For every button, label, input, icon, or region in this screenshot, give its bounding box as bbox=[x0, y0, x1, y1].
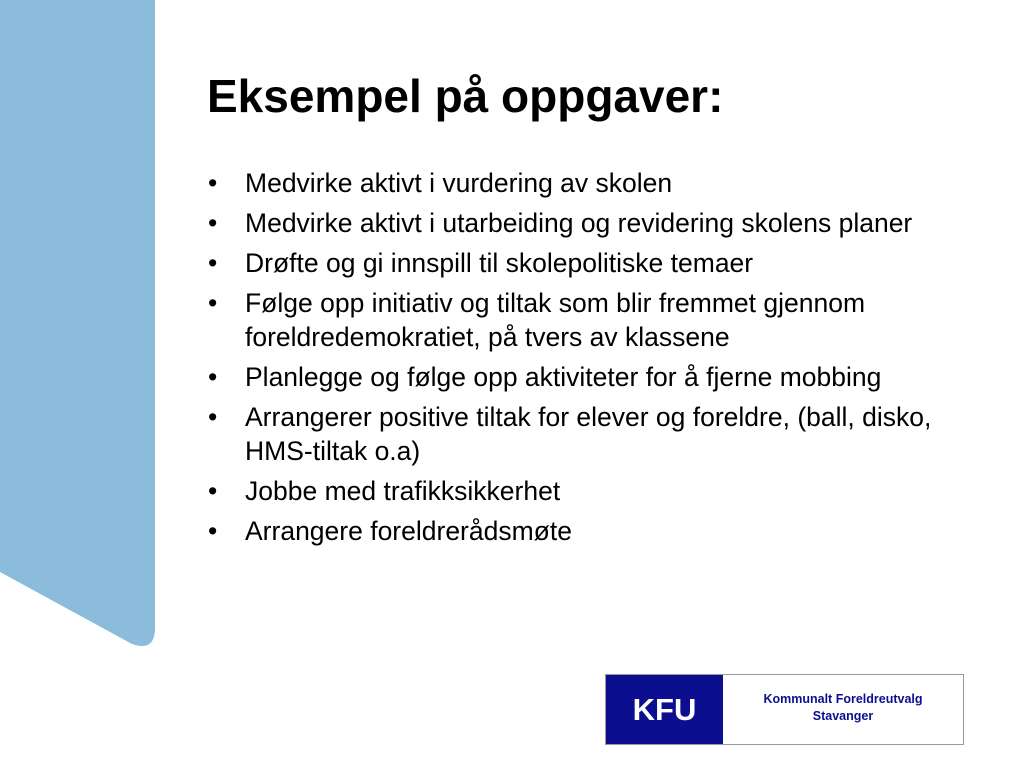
bullet-item bbox=[206, 400, 966, 468]
bullet-item bbox=[206, 166, 966, 200]
bullet-item bbox=[206, 206, 966, 240]
bullet-text: Medvirke aktivt i utarbeiding og revidering skolens planer bbox=[245, 208, 913, 238]
bullet-item bbox=[206, 360, 966, 394]
logo-name-line1: Kommunalt Foreldreutvalg bbox=[763, 691, 923, 706]
bullet-marker: • bbox=[208, 288, 218, 318]
bullet-text: Følge opp initiativ og tiltak som blir fremmet gjennom foreldredemokratiet, på tvers av klassene bbox=[245, 288, 866, 352]
bullet-text: Jobbe med trafikksikkerhet bbox=[245, 476, 561, 506]
slide-title: Eksempel på oppgaver: bbox=[207, 70, 724, 122]
bullet-text: Planlegge og følge opp aktiviteter for å fjerne mobbing bbox=[245, 362, 882, 392]
bullet-item bbox=[206, 474, 966, 508]
bullet-text: Drøfte og gi innspill til skolepolitiske temaer bbox=[245, 248, 754, 278]
bullet-item bbox=[206, 514, 966, 548]
bullet-marker: • bbox=[208, 208, 218, 238]
bullet-marker: • bbox=[208, 516, 218, 546]
bullet-text: Arrangere foreldrerådsmøte bbox=[245, 516, 572, 546]
logo-abbreviation: KFU bbox=[606, 675, 723, 744]
bullet-item bbox=[206, 286, 966, 354]
kfu-logo bbox=[605, 674, 964, 745]
bullet-marker: • bbox=[208, 476, 218, 506]
bullet-marker: • bbox=[208, 362, 218, 392]
bullet-marker: • bbox=[208, 168, 218, 198]
bullet-marker: • bbox=[208, 402, 218, 432]
bullet-item bbox=[206, 246, 966, 280]
bullet-marker: • bbox=[208, 248, 218, 278]
bullet-text: Arrangerer positive tiltak for elever og foreldre, (ball, disko, HMS-tiltak o.a) bbox=[245, 402, 932, 466]
logo-organization-name bbox=[723, 675, 963, 744]
logo-name-line2: Stavanger bbox=[812, 708, 874, 723]
bullet-text: Medvirke aktivt i vurdering av skolen bbox=[245, 168, 673, 198]
bullet-list bbox=[206, 166, 966, 554]
decorative-side-shape bbox=[0, 0, 160, 660]
